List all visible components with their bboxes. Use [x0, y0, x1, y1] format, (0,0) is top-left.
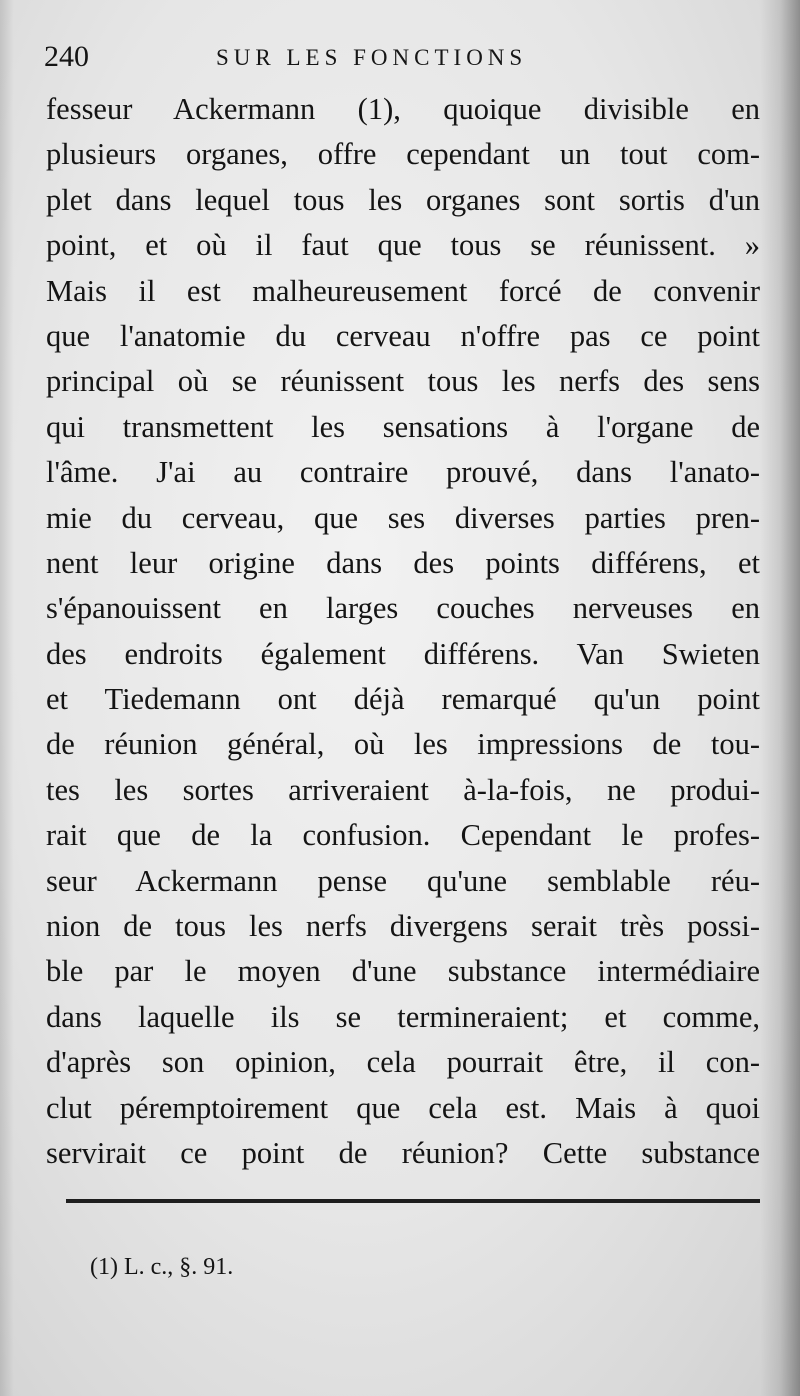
- text-line: point, et où il faut que tous se réunissent. »: [46, 228, 760, 263]
- text-line: seur Ackermann pense qu'une semblable réu-: [46, 863, 760, 898]
- running-head: [44, 40, 756, 80]
- text-line: nent leur origine dans des points différens, et: [46, 545, 760, 580]
- text-line: plet dans lequel tous les organes sont sortis d'un: [46, 182, 760, 217]
- text-line: tes les sortes arriveraient à-la-fois, ne produi-: [46, 772, 760, 807]
- text-line: nion de tous les nerfs divergens serait très possi-: [46, 909, 760, 944]
- footnote-divider: [66, 1199, 760, 1203]
- text-line: mie du cerveau, que ses diverses parties pren-: [46, 500, 760, 535]
- text-line: rait que de la confusion. Cependant le profes-: [46, 818, 760, 853]
- text-line: servirait ce point de réunion? Cette substance: [46, 1135, 760, 1170]
- footnote: (1) L. c., §. 91.: [90, 1254, 234, 1280]
- text-line: de réunion général, où les impressions de tou-: [46, 727, 760, 762]
- text-line: clut péremptoirement que cela est. Mais à quoi: [46, 1090, 760, 1125]
- text-line: qui transmettent les sensations à l'organe de: [46, 409, 760, 444]
- text-line: d'après son opinion, cela pourrait être, il con-: [46, 1045, 760, 1080]
- text-line: l'âme. J'ai au contraire prouvé, dans l'anato-: [46, 455, 760, 490]
- text-line: principal où se réunissent tous les nerfs des sens: [46, 364, 760, 399]
- text-line: des endroits également différens. Van Swieten: [46, 636, 760, 671]
- running-title: SUR LES FONCTIONS: [216, 45, 528, 70]
- text-line: Mais il est malheureusement forcé de convenir: [46, 273, 760, 308]
- text-line: que l'anatomie du cerveau n'offre pas ce point: [46, 318, 760, 353]
- body-text: [46, 87, 760, 1176]
- text-line: fesseur Ackermann (1), quoique divisible en: [46, 92, 760, 126]
- text-line: dans laquelle ils se termineraient; et comme,: [46, 999, 760, 1034]
- text-line: ble par le moyen d'une substance intermédiaire: [46, 954, 760, 989]
- text-line: et Tiedemann ont déjà remarqué qu'un point: [46, 682, 760, 717]
- text-line: s'épanouissent en larges couches nerveuses en: [46, 591, 760, 626]
- page-number: 240: [44, 40, 89, 73]
- text-line: plusieurs organes, offre cependant un tout com-: [46, 137, 760, 172]
